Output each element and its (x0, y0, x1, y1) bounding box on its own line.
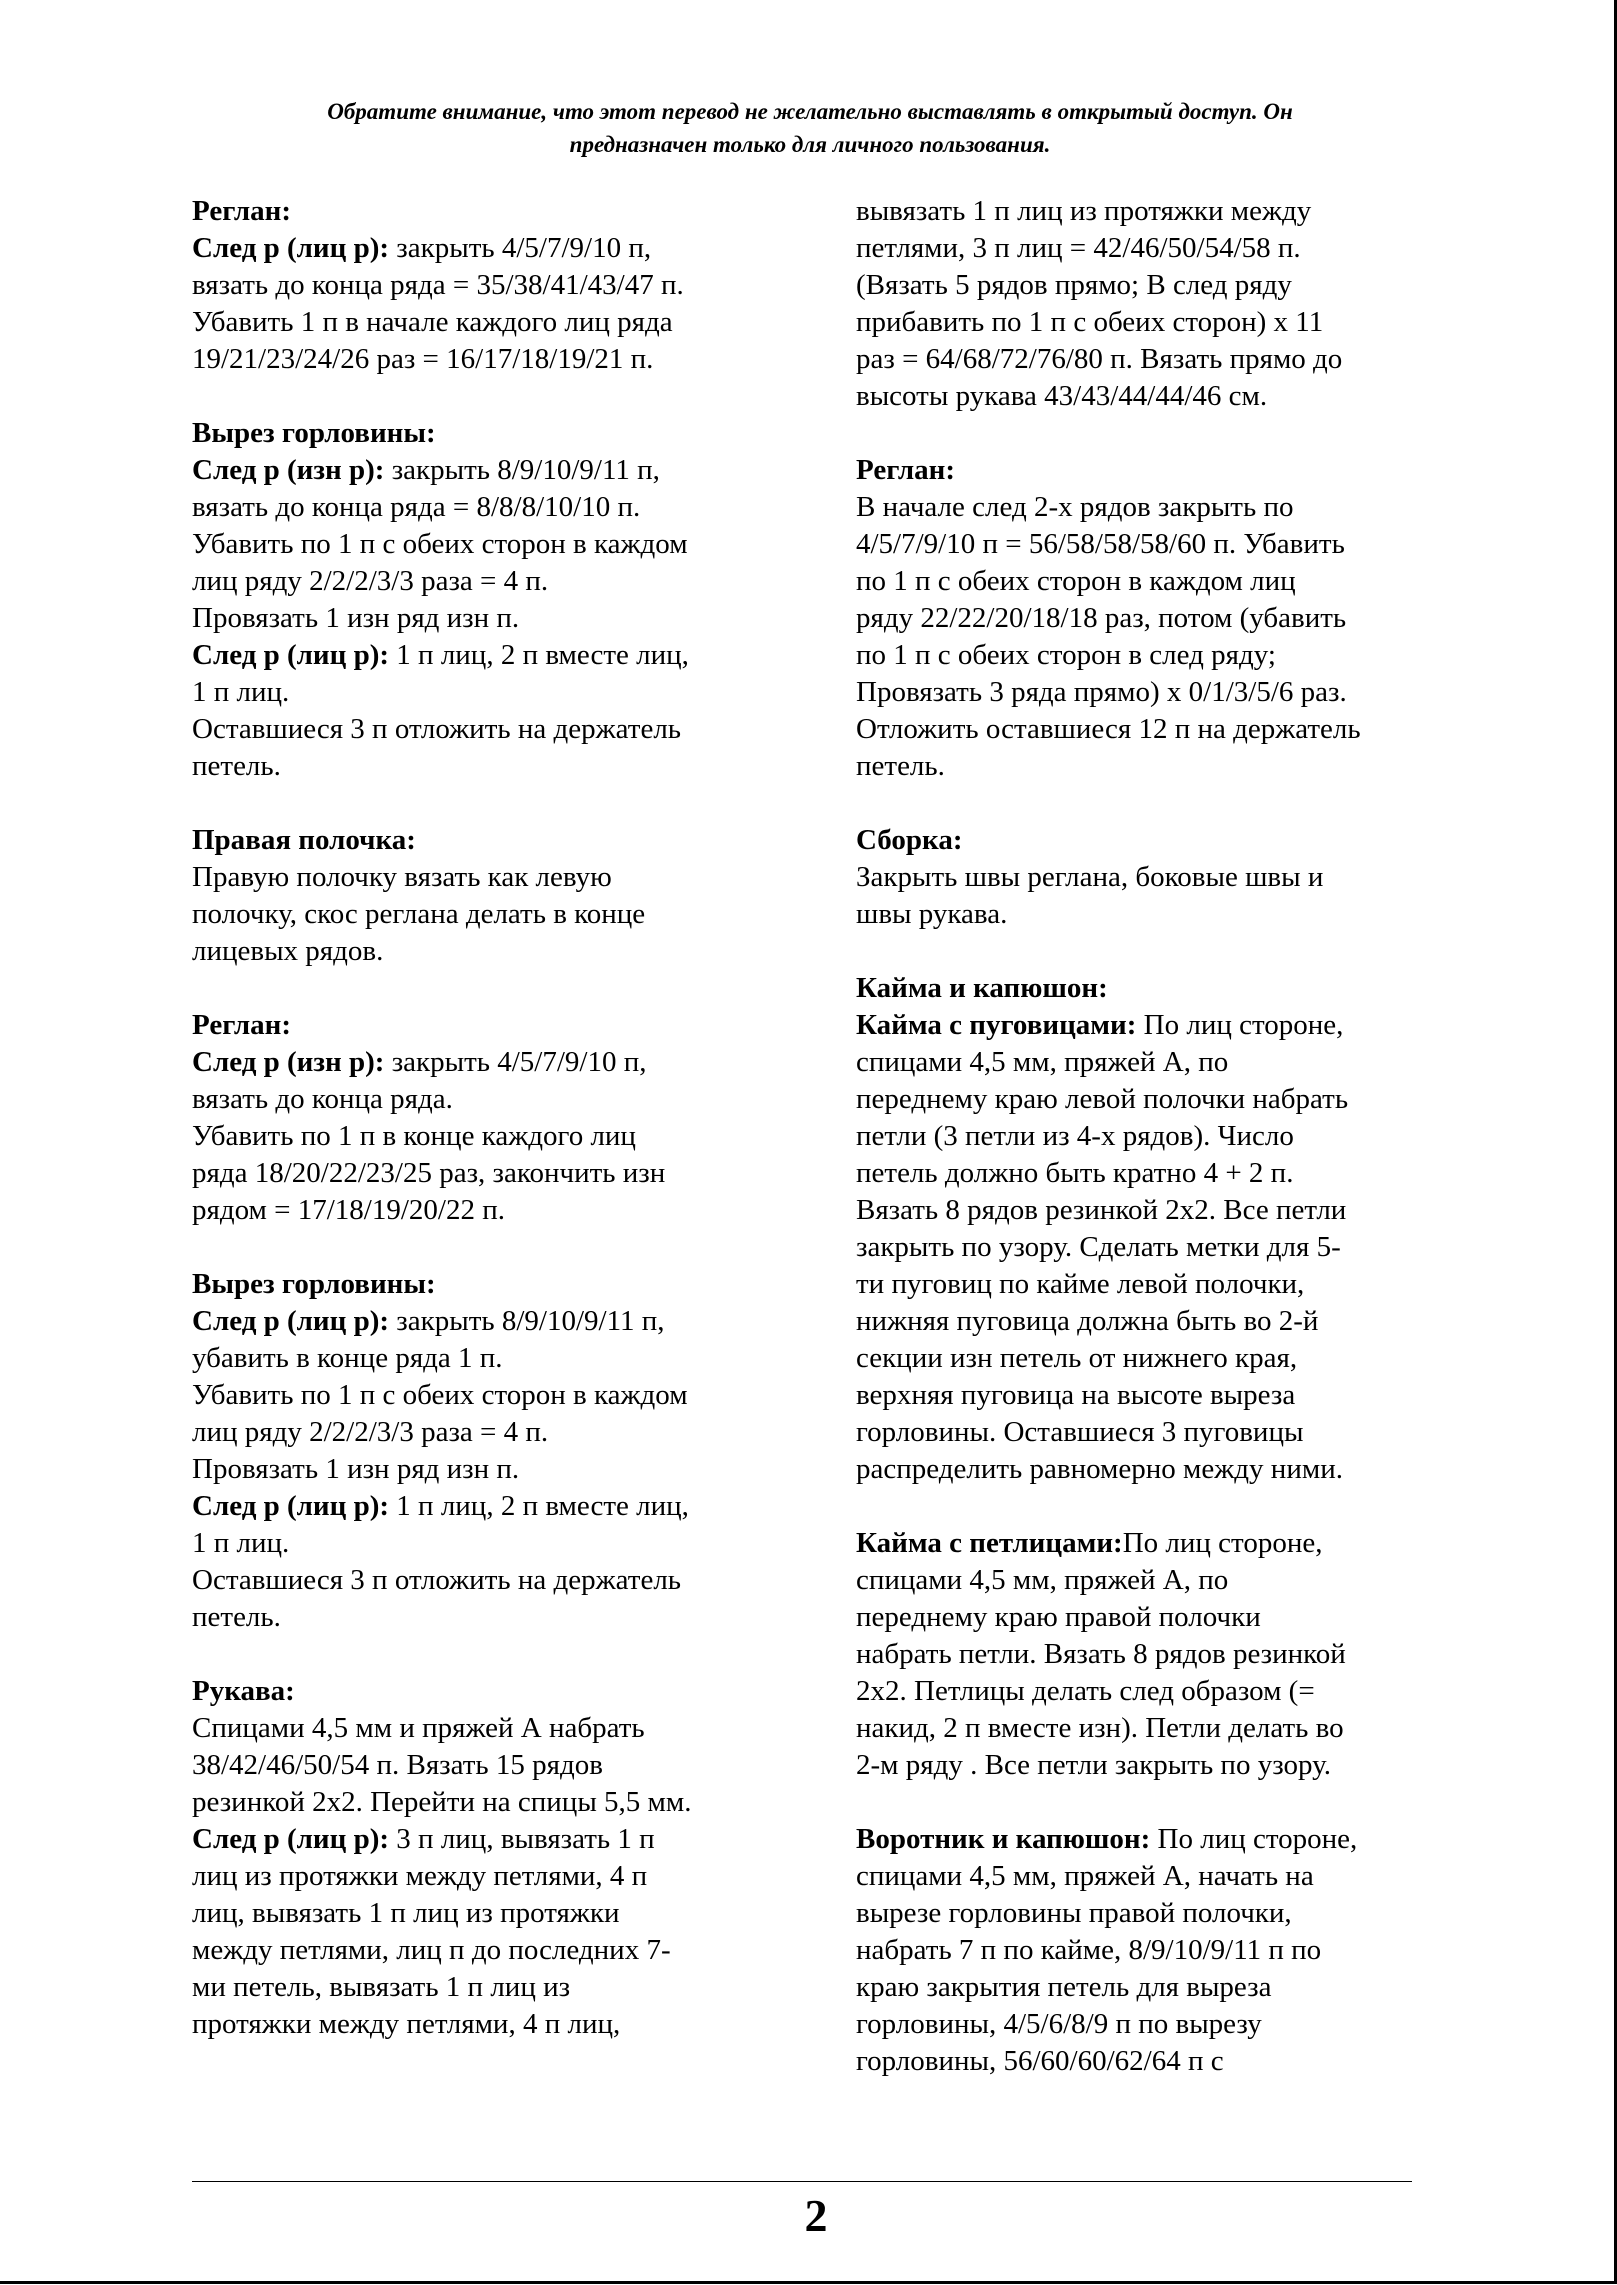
line-text: закрыть 8/9/10/9/11 п, (384, 454, 660, 486)
text-line (856, 1192, 1456, 1229)
text-line (856, 489, 1456, 526)
line-text: по 1 п с обеих сторон в след ряду; (856, 639, 1276, 671)
line-text: Убавить 1 п в начале каждого лиц ряда (192, 306, 673, 338)
text-line (856, 1969, 1456, 2006)
notice-line-1: Обратите внимание, что этот перевод не желательно выставлять в открытый доступ. Он (327, 99, 1293, 124)
line-text: вязать до конца ряда = 35/38/41/43/47 п. (192, 269, 684, 301)
text-line (192, 526, 792, 563)
text-line (856, 1155, 1456, 1192)
text-line (192, 1710, 792, 1747)
section (856, 1821, 1456, 2080)
footer-divider (192, 2181, 1412, 2182)
line-text: петлями, 3 п лиц = 42/46/50/54/58 п. (856, 232, 1301, 264)
text-line (192, 267, 792, 304)
text-line (192, 1155, 792, 1192)
right-column (856, 193, 1456, 2080)
text-line (192, 489, 792, 526)
text-line (856, 637, 1456, 674)
line-text: вязать до конца ряда. (192, 1083, 453, 1115)
text-line (192, 1340, 792, 1377)
text-line (856, 193, 1456, 230)
section (856, 452, 1456, 785)
section (192, 1266, 792, 1636)
line-text: нижняя пуговица должна быть во 2-й (856, 1305, 1319, 1337)
text-line (856, 563, 1456, 600)
section-heading: Кайма и капюшон: (856, 972, 1108, 1004)
text-line (856, 1636, 1456, 1673)
text-line (856, 1858, 1456, 1895)
text-line (856, 230, 1456, 267)
line-text: ряду 22/22/20/18/18 раз, потом (убавить (856, 602, 1347, 634)
instruction-label: След р (лиц р): (192, 1305, 390, 1337)
instruction-label: Воротник и капюшон: (856, 1823, 1151, 1855)
text-line (856, 1303, 1456, 1340)
text-line (192, 1044, 792, 1081)
text-line (856, 1340, 1456, 1377)
line-text: вырезе горловины правой полочки, (856, 1897, 1292, 1929)
text-line (856, 1895, 1456, 1932)
line-text: швы рукава. (856, 898, 1008, 930)
section (192, 193, 792, 378)
line-text: распределить равномерно между ними. (856, 1453, 1343, 1485)
page-number: 2 (804, 2190, 828, 2241)
line-text: закрыть по узору. Сделать метки для 5- (856, 1231, 1341, 1263)
line-text: В начале след 2-х рядов закрыть по (856, 491, 1294, 523)
line-text: лиц, вывязать 1 п лиц из протяжки (192, 1897, 620, 1929)
instruction-label: След р (лиц р): (192, 1823, 390, 1855)
line-text: 3 п лиц, вывязать 1 п (389, 1823, 655, 1855)
text-line (856, 1081, 1456, 1118)
line-text: 2-м ряду . Все петли закрыть по узору. (856, 1749, 1331, 1781)
text-line (192, 452, 792, 489)
text-line (856, 1229, 1456, 1266)
line-text: закрыть 8/9/10/9/11 п, (389, 1305, 665, 1337)
text-line (192, 1081, 792, 1118)
section-heading: Сборка: (856, 824, 963, 856)
text-line (856, 1599, 1456, 1636)
instruction-label: Кайма с пуговицами: (856, 1009, 1137, 1041)
section (192, 415, 792, 785)
line-text: спицами 4,5 мм, пряжей А, по (856, 1564, 1229, 1596)
line-text: Правую полочку вязать как левую (192, 861, 612, 893)
line-text: 38/42/46/50/54 п. Вязать 15 рядов (192, 1749, 603, 1781)
text-line (192, 1525, 792, 1562)
text-line (192, 1118, 792, 1155)
text-line (856, 1266, 1456, 1303)
notice-header (190, 95, 1430, 161)
text-line (856, 1007, 1456, 1044)
line-text: ряда 18/20/22/23/25 раз, закончить изн (192, 1157, 666, 1189)
text-line (856, 896, 1456, 933)
text-line (192, 1747, 792, 1784)
text-line (192, 600, 792, 637)
instruction-label: Кайма с петлицами: (856, 1527, 1123, 1559)
line-text: спицами 4,5 мм, пряжей А, начать на (856, 1860, 1314, 1892)
text-line (192, 933, 792, 970)
notice-line-2: предназначен только для личного пользования. (569, 132, 1051, 157)
line-text: 4/5/7/9/10 п = 56/58/58/58/60 п. Убавить (856, 528, 1345, 560)
line-text: Провязать 1 изн ряд изн п. (192, 602, 520, 634)
line-text: Отложить оставшиеся 12 п на держатель (856, 713, 1361, 745)
line-text: по 1 п с обеих сторон в каждом лиц (856, 565, 1296, 597)
line-text: между петлями, лиц п до последних 7- (192, 1934, 671, 1966)
text-line (192, 674, 792, 711)
text-line (192, 563, 792, 600)
line-text: краю закрытия петель для выреза (856, 1971, 1272, 2003)
text-line (192, 1192, 792, 1229)
text-line (856, 1562, 1456, 1599)
line-text: 1 п лиц. (192, 676, 290, 708)
line-text: Убавить по 1 п с обеих сторон в каждом (192, 528, 688, 560)
line-text: вязать до конца ряда = 8/8/8/10/10 п. (192, 491, 641, 523)
line-text: Убавить по 1 п с обеих сторон в каждом (192, 1379, 688, 1411)
section (192, 1673, 792, 2043)
text-line (192, 637, 792, 674)
text-line (856, 526, 1456, 563)
line-text: горловины, 4/5/6/8/9 п по вырезу (856, 2008, 1262, 2040)
section (192, 1007, 792, 1229)
line-text: горловины. Оставшиеся 3 пуговицы (856, 1416, 1304, 1448)
section (856, 1525, 1456, 1784)
text-line (192, 1414, 792, 1451)
text-line (856, 711, 1456, 748)
line-text: Провязать 3 ряда прямо) x 0/1/3/5/6 раз. (856, 676, 1347, 708)
text-line (856, 1414, 1456, 1451)
text-line (192, 1303, 792, 1340)
text-line (856, 600, 1456, 637)
text-line (192, 230, 792, 267)
text-line (192, 748, 792, 785)
text-line (856, 1044, 1456, 1081)
line-text: горловины, 56/60/60/62/64 п с (856, 2045, 1224, 2077)
instruction-label: След р (изн р): (192, 1046, 385, 1078)
text-line (856, 1377, 1456, 1414)
text-line (856, 748, 1456, 785)
text-line (192, 341, 792, 378)
text-line (856, 859, 1456, 896)
line-text: закрыть 4/5/7/9/10 п, (389, 232, 652, 264)
line-text: переднему краю левой полочки набрать (856, 1083, 1349, 1115)
line-text: Провязать 1 изн ряд изн п. (192, 1453, 520, 1485)
line-text: ми петель, вывязать 1 п лиц из (192, 1971, 571, 2003)
instruction-label: След р (лиц р): (192, 232, 390, 264)
line-text: рядом = 17/18/19/20/22 п. (192, 1194, 505, 1226)
text-line (192, 1599, 792, 1636)
line-text: петель. (192, 750, 281, 782)
line-text: По лиц стороне, (1122, 1527, 1323, 1559)
section-heading: Реглан: (192, 1009, 292, 1041)
line-text: накид, 2 п вместе изн). Петли делать во (856, 1712, 1344, 1744)
instruction-label: След р (лиц р): (192, 639, 390, 671)
line-text: Оставшиеся 3 п отложить на держатель (192, 713, 682, 745)
text-line (192, 711, 792, 748)
text-line (856, 378, 1456, 415)
text-line (192, 304, 792, 341)
section-heading: Рукава: (192, 1675, 295, 1707)
text-line (856, 674, 1456, 711)
instruction-label: След р (лиц р): (192, 1490, 390, 1522)
line-text: высоты рукава 43/43/44/44/46 см. (856, 380, 1268, 412)
section (856, 193, 1456, 415)
line-text: верхняя пуговица на высоте выреза (856, 1379, 1296, 1411)
text-line (856, 1451, 1456, 1488)
line-text: петель. (856, 750, 945, 782)
section-heading: Правая полочка: (192, 824, 416, 856)
section-heading: Реглан: (856, 454, 956, 486)
section-heading: Вырез горловины: (192, 417, 436, 449)
text-line (856, 341, 1456, 378)
line-text: вывязать 1 п лиц из протяжки между (856, 195, 1312, 227)
line-text: раз = 64/68/72/76/80 п. Вязать прямо до (856, 343, 1343, 375)
left-column (192, 193, 792, 2043)
text-line (856, 1821, 1456, 1858)
line-text: Спицами 4,5 мм и пряжей А набрать (192, 1712, 645, 1744)
line-text: лиц ряду 2/2/2/3/3 раза = 4 п. (192, 1416, 549, 1448)
line-text: петли (3 петли из 4-х рядов). Число (856, 1120, 1294, 1152)
text-line (856, 1525, 1456, 1562)
text-line (856, 1118, 1456, 1155)
line-text: полочку, скос реглана делать в конце (192, 898, 646, 930)
text-line (856, 1710, 1456, 1747)
line-text: Оставшиеся 3 п отложить на держатель (192, 1564, 682, 1596)
line-text: Убавить по 1 п в конце каждого лиц (192, 1120, 636, 1152)
text-line (856, 304, 1456, 341)
text-line (192, 1858, 792, 1895)
line-text: По лиц стороне, (1150, 1823, 1358, 1855)
line-text: 19/21/23/24/26 раз = 16/17/18/19/21 п. (192, 343, 654, 375)
text-line (192, 1562, 792, 1599)
text-line (192, 1377, 792, 1414)
line-text: (Вязать 5 рядов прямо; В след ряду (856, 269, 1292, 301)
line-text: 1 п лиц. (192, 1527, 290, 1559)
text-line (856, 1747, 1456, 1784)
line-text: петель. (192, 1601, 281, 1633)
section (856, 970, 1456, 1488)
text-line (192, 1821, 792, 1858)
line-text: убавить в конце ряда 1 п. (192, 1342, 503, 1374)
text-line (192, 896, 792, 933)
line-text: 1 п лиц, 2 п вместе лиц, (389, 1490, 689, 1522)
line-text: набрать 7 п по кайме, 8/9/10/9/11 п по (856, 1934, 1322, 1966)
line-text: протяжки между петлями, 4 п лиц, (192, 2008, 621, 2040)
line-text: переднему краю правой полочки (856, 1601, 1261, 1633)
section (856, 822, 1456, 933)
text-line (856, 1932, 1456, 1969)
line-text: ти пуговиц по кайме левой полочки, (856, 1268, 1305, 1300)
text-line (856, 2006, 1456, 2043)
text-line (192, 1784, 792, 1821)
line-text: Вязать 8 рядов резинкой 2x2. Все петли (856, 1194, 1347, 1226)
text-line (192, 1969, 792, 2006)
text-line (192, 2006, 792, 2043)
text-line (856, 2043, 1456, 2080)
section-heading: Вырез горловины: (192, 1268, 436, 1300)
text-line (192, 1488, 792, 1525)
section (192, 822, 792, 970)
text-line (856, 1673, 1456, 1710)
line-text: резинкой 2x2. Перейти на спицы 5,5 мм. (192, 1786, 692, 1818)
text-line (856, 267, 1456, 304)
line-text: 2x2. Петлицы делать след образом (= (856, 1675, 1315, 1707)
line-text: петель должно быть кратно 4 + 2 п. (856, 1157, 1294, 1189)
text-line (192, 859, 792, 896)
instruction-label: След р (изн р): (192, 454, 385, 486)
line-text: набрать петли. Вязать 8 рядов резинкой (856, 1638, 1346, 1670)
line-text: По лиц стороне, (1136, 1009, 1344, 1041)
line-text: Закрыть швы реглана, боковые швы и (856, 861, 1324, 893)
line-text: закрыть 4/5/7/9/10 п, (384, 1046, 647, 1078)
line-text: лицевых рядов. (192, 935, 384, 967)
line-text: прибавить по 1 п с обеих сторон) x 11 (856, 306, 1324, 338)
text-line (192, 1895, 792, 1932)
line-text: лиц ряду 2/2/2/3/3 раза = 4 п. (192, 565, 549, 597)
line-text: лиц из протяжки между петлями, 4 п (192, 1860, 648, 1892)
line-text: секции изн петель от нижнего края, (856, 1342, 1298, 1374)
section-heading: Реглан: (192, 195, 292, 227)
text-line (192, 1932, 792, 1969)
text-line (192, 1451, 792, 1488)
line-text: 1 п лиц, 2 п вместе лиц, (389, 639, 689, 671)
line-text: спицами 4,5 мм, пряжей А, по (856, 1046, 1229, 1078)
